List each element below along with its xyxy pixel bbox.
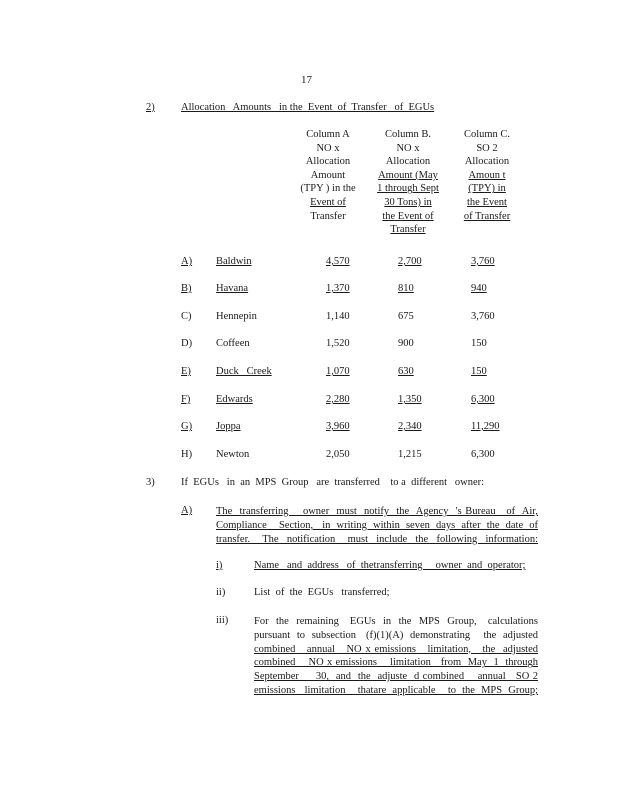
column-b-line: Transfer — [390, 224, 426, 236]
paragraph-line: transfer. The notification must include the following information: — [216, 533, 538, 545]
row-name: Hennepin — [216, 311, 257, 322]
row-name: Havana — [216, 283, 249, 294]
item-ii-text: List of the EGUs transferred; — [254, 587, 390, 598]
page-number: 17 — [301, 74, 312, 86]
column-c-heading — [455, 128, 519, 223]
row-value-b: 810 — [398, 283, 414, 294]
column-a-line: Amount — [310, 169, 346, 181]
column-b-line: NO x — [396, 142, 420, 154]
row-value-b: 2,340 — [398, 421, 422, 432]
column-a-line: Column A — [306, 129, 350, 140]
row-name: Coffeen — [216, 338, 250, 349]
row-value-c: 3,760 — [471, 256, 495, 267]
row-value-a: 1,140 — [326, 311, 350, 322]
row-value-a: 2,050 — [326, 449, 350, 460]
row-letter: C) — [181, 311, 192, 322]
section-3a-letter: A) — [181, 505, 193, 516]
row-letter: D) — [181, 338, 193, 349]
row-letter: G) — [181, 421, 193, 432]
column-a-line: Allocation — [305, 156, 351, 168]
row-value-c: 11,290 — [471, 421, 500, 432]
row-name: Joppa — [216, 421, 241, 432]
row-value-b: 630 — [398, 366, 414, 377]
column-b-heading — [370, 128, 446, 237]
section-2-title: Allocation Amounts in the Event of Transfer of EGUs — [181, 102, 435, 113]
row-letter: B) — [181, 283, 192, 294]
row-value-c: 6,300 — [471, 449, 495, 460]
column-c-line: the Event — [467, 196, 507, 208]
paragraph-line: For the remaining EGUs in the MPS Group, calculations — [254, 616, 538, 627]
row-value-a: 1,370 — [326, 283, 350, 294]
row-value-a: 1,520 — [326, 338, 350, 349]
column-a-line: Transfer — [310, 210, 346, 222]
paragraph-line: Compliance Section, in writing within seven days after the date of — [216, 519, 538, 531]
row-value-c: 6,300 — [471, 394, 495, 405]
paragraph-line: The transferring owner must notify the Agency 's Bureau of Air, — [216, 506, 538, 517]
column-a-line: Event of — [310, 196, 346, 208]
item-i-text: Name and address of thetransferring owner and operator; — [254, 560, 526, 571]
column-c-line: (TPY) in — [468, 183, 506, 195]
row-value-a: 3,960 — [326, 421, 350, 432]
item-iii-paragraph — [254, 615, 538, 698]
row-value-c: 3,760 — [471, 311, 495, 322]
column-a-heading — [296, 128, 360, 223]
column-c-line: Amoun t — [468, 169, 506, 181]
column-b-line: 30 Tons) in — [384, 196, 432, 208]
row-name: Baldwin — [216, 256, 252, 267]
row-value-b: 1,350 — [398, 394, 422, 405]
column-c-line: of Transfer — [463, 210, 511, 222]
row-value-c: 940 — [471, 283, 487, 294]
column-b-line: 1 through Sept — [377, 183, 439, 195]
column-a-line: NO x — [316, 142, 340, 154]
item-iii-number: iii) — [216, 615, 229, 626]
section-3-number: 3) — [146, 477, 155, 488]
row-value-a: 1,070 — [326, 366, 350, 377]
row-value-c: 150 — [471, 338, 487, 349]
paragraph-line: emissions limitation thatare applicable to the MPS Group; — [254, 684, 538, 696]
row-letter: A) — [181, 256, 193, 267]
row-value-b: 1,215 — [398, 449, 422, 460]
row-name: Duck Creek — [216, 366, 272, 377]
row-letter: F) — [181, 394, 191, 405]
paragraph-line: combined annual NO x emissions limitation, the adjusted — [254, 643, 538, 655]
paragraph-line: pursuant to subsection (f)(1)(A) demonstrating the adjusted — [254, 629, 538, 641]
column-b-line: Allocation — [385, 156, 431, 168]
column-b-line: Amount (May — [378, 169, 438, 181]
paragraph-line: combined NO x emissions limitation from May 1 through — [254, 657, 538, 669]
row-value-b: 675 — [398, 311, 414, 322]
row-name: Edwards — [216, 394, 253, 405]
row-value-b: 2,700 — [398, 256, 422, 267]
column-c-line: SO 2 — [476, 142, 498, 154]
column-a-line: (TPY ) in the — [300, 183, 356, 195]
column-c-line: Allocation — [464, 156, 510, 168]
column-c-line: Column C. — [463, 129, 511, 140]
row-value-b: 900 — [398, 338, 414, 349]
section-3-title: If EGUs in an MPS Group are transferred to a different owner: — [181, 477, 485, 488]
row-value-a: 4,570 — [326, 256, 350, 267]
item-i-number: i) — [216, 560, 223, 571]
section-3a-paragraph — [216, 505, 538, 546]
column-b-line: Column B. — [384, 129, 432, 140]
row-value-c: 150 — [471, 366, 487, 377]
row-name: Newton — [216, 449, 250, 460]
column-b-line: the Event of — [382, 210, 434, 222]
section-2-number: 2) — [146, 102, 155, 113]
row-letter: E) — [181, 366, 191, 377]
paragraph-line: September 30, and the adjuste d combined annual SO 2 — [254, 671, 538, 683]
item-ii-number: ii) — [216, 587, 226, 598]
row-letter: H) — [181, 449, 193, 460]
row-value-a: 2,280 — [326, 394, 350, 405]
